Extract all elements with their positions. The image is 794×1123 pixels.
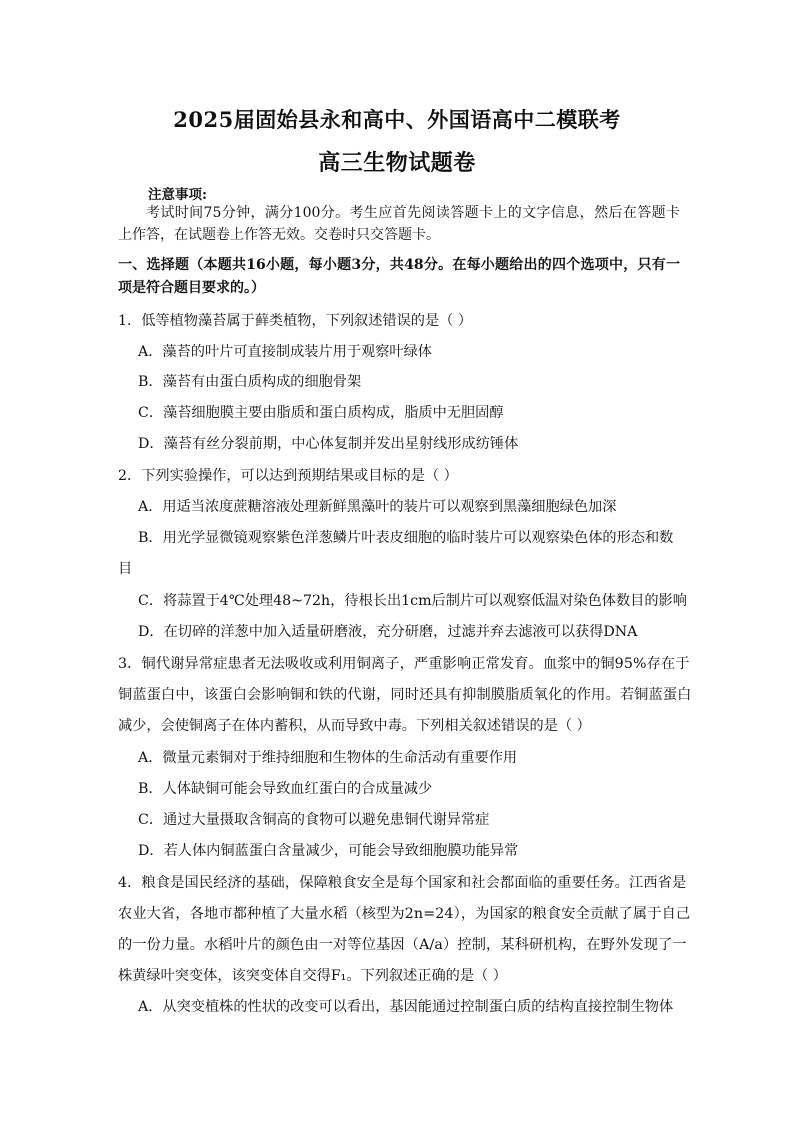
question-2-option-b: B．用光学显微镜观察紫色洋葱鳞片叶表皮细胞的临时装片可以观察染色体的形态和数	[138, 530, 674, 546]
notice-heading: 注意事项:	[148, 187, 207, 203]
exam-title: 2025届固始县永和高中、外国语高中二模联考	[173, 107, 621, 132]
question-3-stem-line-3: 减少，会使铜离子在体内蓄积，从而导致中毒。下列相关叙述错误的是（ ）	[118, 718, 591, 734]
question-3-option-a: A．微量元素铜对于维持细胞和生物体的生命活动有重要作用	[138, 750, 518, 766]
question-4-stem-line-3: 的一份力量。水稻叶片的颜色由一对等位基因（A/a）控制，某科研机构，在野外发现了一	[118, 937, 687, 953]
question-4-stem-line-1: 4．粮食是国民经济的基础，保障粮食安全是每个国家和社会都面临的重要任务。江西省是	[118, 875, 687, 891]
question-3-option-d: D．若人体内铜蓝蛋白含量减少，可能会导致细胞膜功能异常	[138, 843, 519, 859]
question-3-option-c: C．通过大量摄取含铜高的食物可以避免患铜代谢异常症	[138, 812, 490, 828]
question-1-option-d: D．藻苔有丝分裂前期，中心体复制并发出星射线形成纺锤体	[138, 436, 519, 452]
section-heading: 一、选择题（本题共16小题，每小题3分，共48分。在每小题给出的四个选项中，只有一项是符合题目要求的。）	[118, 257, 680, 296]
question-2-option-b-cont: 目	[118, 561, 133, 577]
question-3-stem-line-2: 铜蓝蛋白中，该蛋白会影响铜和铁的代谢，同时还具有抑制膜脂质氧化的作用。若铜蓝蛋白	[118, 687, 692, 703]
question-4-stem-line-2: 农业大省，各地市都种植了大量水稻（核型为2n=24），为国家的粮食安全贡献了属于自己	[118, 906, 691, 922]
question-4-option-a: A．从突变植株的性状的改变可以看出，基因能通过控制蛋白质的结构直接控制生物体	[138, 999, 674, 1015]
question-4-stem-line-4: 株黄绿叶突变体，该突变体自交得F₁。下列叙述正确的是（ ）	[118, 968, 507, 984]
question-3-option-b: B．人体缺铜可能会导致血红蛋白的合成量减少	[138, 781, 433, 797]
question-2-option-a: A．用适当浓度蔗糖溶液处理新鲜黑藻叶的装片可以观察到黑藻细胞绿色加深	[138, 499, 617, 515]
question-3-stem-line-1: 3．铜代谢异常症患者无法吸收或利用铜离子，严重影响正常发育。血浆中的铜95%存在于	[118, 656, 690, 672]
exam-subtitle: 高三生物试题卷	[318, 150, 476, 176]
question-1-option-c: C．藻苔细胞膜主要由脂质和蛋白质构成，脂质中无胆固醇	[138, 405, 504, 421]
notice-body: 考试时间75分钟，满分100分。考生应首先阅读答题卡上的文字信息，然后在答题卡上作答，在试题卷上作答无效。交卷时只交答题卡。	[118, 205, 680, 243]
question-1-option-b: B．藻苔有由蛋白质构成的细胞骨架	[138, 374, 362, 390]
question-1-option-a: A．藻苔的叶片可直接制成装片用于观察叶绿体	[138, 344, 432, 360]
question-1-stem: 1．低等植物藻苔属于藓类植物，下列叙述错误的是（ ）	[118, 313, 473, 329]
question-2-option-d: D．在切碎的洋葱中加入适量研磨液，充分研磨，过滤并弃去滤液可以获得DNA	[138, 624, 638, 640]
question-2-stem: 2．下列实验操作，可以达到预期结果或目标的是（ ）	[118, 468, 458, 484]
question-2-option-c: C．将蒜置于4℃处理48~72h，待根长出1cm后制片可以观察低温对染色体数目的影响	[138, 593, 687, 609]
